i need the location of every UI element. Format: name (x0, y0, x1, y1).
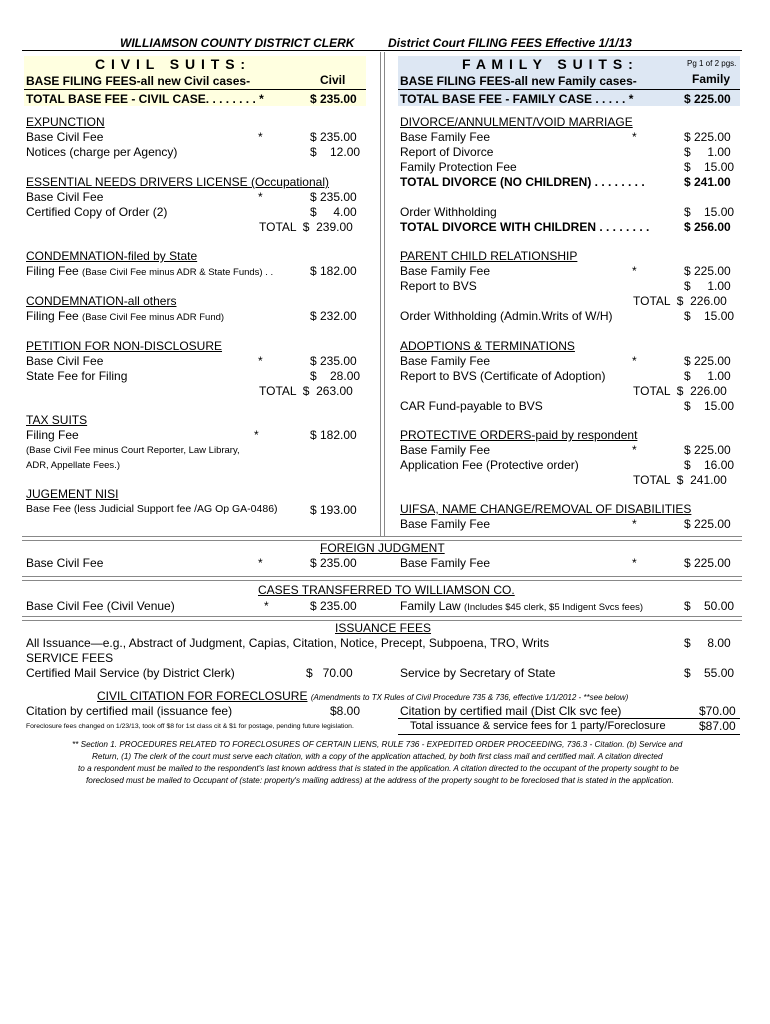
protective-orders-row-star: * (632, 443, 637, 457)
protective-orders-row-amt: $ 225.00 (684, 443, 731, 457)
expunction-row-amt: $ 12.00 (310, 145, 361, 159)
petition-row-amt: $ 235.00 (310, 354, 357, 368)
foreclosure-heading-row (97, 690, 628, 702)
petition-total: TOTAL $ 263.00 (259, 384, 353, 398)
certified-mail-label: Certified Mail Service (by District Clerk) (26, 666, 235, 680)
divorce-row-label: Family Protection Fee (400, 160, 517, 174)
condemnation-others-label (26, 310, 224, 323)
foreign-civil-amt: $ 235.00 (310, 556, 357, 570)
adoptions-row-label: Report to BVS (Certificate of Adoption) (400, 369, 606, 383)
foreclosure-issuance-label: Citation by certified mail (issuance fee) (26, 704, 233, 718)
expunction-row-amt: $ 235.00 (310, 130, 357, 144)
condemnation-others-heading: CONDEMNATION-all others (26, 294, 177, 308)
civil-rule (24, 89, 366, 90)
civil-base-label: BASE FILING FEES-all new Civil cases- (26, 74, 251, 88)
transferred-civil-star: * (264, 599, 269, 613)
divorce-row-amt: $ 225.00 (684, 130, 731, 144)
family-base-label: BASE FILING FEES-all new Family cases- (400, 74, 637, 88)
divorce-children-total-amt: $ 256.00 (684, 220, 731, 234)
foreclosure-total-label: Total issuance & service fees for 1 party/Foreclosure (410, 720, 666, 732)
section-divider (22, 576, 742, 581)
transferred-civil-amt: $ 235.00 (310, 599, 357, 613)
column-divider (380, 52, 385, 537)
tax-suits-star: * (254, 428, 259, 442)
petition-row-label: State Fee for Filing (26, 369, 128, 383)
foreign-civil-star: * (258, 556, 263, 570)
expunction-row-star: * (258, 130, 263, 144)
condemnation-others-fee: Filing Fee (26, 309, 79, 323)
transferred-heading: CASES TRANSFERRED TO WILLIAMSON CO. (258, 583, 515, 597)
foreclosure-rule (398, 734, 740, 735)
parent-child-row-label: Base Family Fee (400, 264, 491, 278)
header-title: District Court FILING FEES Effective 1/1/13 (388, 36, 632, 50)
footnote-line: ** Section 1. PROCEDURES RELATED TO FORECLOSURES OF CERTAIN LIENS, RULE 736 - EXPEDITED ORDER PROCEEDING, 736.3 - Citation. (b) Service and (72, 740, 683, 749)
tax-suits-note: (Base Civil Fee minus Court Reporter, Law Library, (26, 445, 240, 456)
expunction-heading: EXPUNCTION (26, 115, 105, 129)
foreclosure-heading-note: (Amendments to TX Rules of Civil Procedure 735 & 736, effective 1/1/2012 - **see below) (310, 693, 629, 702)
protective-orders-row-label: Application Fee (Protective order) (400, 458, 579, 472)
foreign-judgment-heading: FOREIGN JUDGMENT (320, 541, 445, 555)
foreclosure-service-amt: $70.00 (699, 704, 736, 718)
parent-child-row-amt: $ 1.00 (684, 279, 731, 293)
adoptions-row-label: Base Family Fee (400, 354, 491, 368)
header-county: WILLIAMSON COUNTY DISTRICT CLERK (120, 36, 355, 50)
adoptions-row-amt: $ 225.00 (684, 354, 731, 368)
foreign-family-amt: $ 225.00 (684, 556, 731, 570)
adoptions-heading: ADOPTIONS & TERMINATIONS (400, 339, 575, 353)
condemnation-state-heading: CONDEMNATION-filed by State (26, 249, 198, 263)
petition-row-star: * (258, 354, 263, 368)
civil-total-amt: $ 235.00 (310, 92, 357, 106)
foreclosure-total-amt: $87.00 (699, 719, 736, 733)
divorce-row-label: Report of Divorce (400, 145, 494, 159)
tax-suits-heading: TAX SUITS (26, 413, 88, 427)
parent-child-heading: PARENT CHILD RELATIONSHIP (400, 249, 578, 263)
transferred-family-text: Family Law (400, 599, 461, 613)
family-rule (398, 89, 740, 90)
essential-total: TOTAL $ 239.00 (259, 220, 353, 234)
parent-child-row-star: * (632, 264, 637, 278)
footnote-line: to a respondent must be mailed to the respondent's last known address that is stated in the application. A citation directed to the occupant of the property sought to be (78, 764, 679, 773)
divorce-row-amt: $ 15.00 (684, 205, 735, 219)
condemnation-state-note: (Base Civil Fee minus ADR & State Funds) . . (82, 267, 274, 278)
essential-row-amt: $ 4.00 (310, 205, 357, 219)
expunction-row-label: Notices (charge per Agency) (26, 145, 178, 159)
condemnation-state-fee: Filing Fee (26, 264, 79, 278)
petition-row-label: Base Civil Fee (26, 354, 104, 368)
parent-child-row-amt: $ 225.00 (684, 264, 731, 278)
condemnation-state-label (26, 265, 273, 278)
footnote-line: foreclosed must be mailed to Occupant of (state: property's mailing address) at the address of the property sought to be foreclosed that is stated in the application. (86, 776, 674, 785)
secretary-of-state-label: Service by Secretary of State (400, 666, 556, 680)
divorce-children-total-label: TOTAL DIVORCE WITH CHILDREN . . . . . . . . (400, 220, 650, 234)
uifsa-row-amt: $ 225.00 (684, 517, 731, 531)
divorce-total-amt: $ 241.00 (684, 175, 731, 189)
transferred-family-note: (Includes $45 clerk, $5 Indigent Svcs fees) (464, 602, 644, 613)
page-number: Pg 1 of 2 pgs. (687, 59, 737, 68)
family-title: F A M I L Y S U I T S : (462, 56, 634, 72)
family-col-label: Family (692, 72, 731, 86)
foreclosure-note: Foreclosure fees changed on 1/23/13, took off $8 for 1st class cit & $1 for postage, pending future legislation. (26, 723, 354, 730)
protective-orders-row-amt: $ 16.00 (684, 458, 735, 472)
civil-title: C I V I L S U I T S : (95, 56, 247, 72)
condemnation-others-note: (Base Civil Fee minus ADR Fund) (82, 312, 225, 323)
family-total-label: TOTAL BASE FEE - FAMILY CASE . . . . . * (400, 92, 634, 106)
protective-orders-row-label: Base Family Fee (400, 443, 491, 457)
issuance-line: All Issuance—e.g., Abstract of Judgment, Capias, Citation, Notice, Precept, Subpoena, TRO, Writs (26, 636, 550, 650)
protective-orders-total: TOTAL $ 241.00 (633, 473, 727, 487)
essential-row-label: Base Civil Fee (26, 190, 104, 204)
divorce-row-label: Order Withholding (400, 205, 497, 219)
essential-heading: ESSENTIAL NEEDS DRIVERS LICENSE (Occupational) (26, 175, 329, 189)
adoptions-row-amt: $ 15.00 (684, 399, 735, 413)
uifsa-row-star: * (632, 517, 637, 531)
petition-heading: PETITION FOR NON-DISCLOSURE (26, 339, 223, 353)
tax-suits-note: ADR, Appellate Fees.) (26, 460, 120, 471)
essential-row-label: Certified Copy of Order (2) (26, 205, 168, 219)
parent-child-row-label: Report to BVS (400, 279, 477, 293)
essential-row-amt: $ 235.00 (310, 190, 357, 204)
foreclosure-service-label: Citation by certified mail (Dist Clk svc fee) (400, 704, 622, 718)
parent-child-row-amt: $ 15.00 (684, 309, 735, 323)
foreign-family-label: Base Family Fee (400, 556, 491, 570)
transferred-civil-label: Base Civil Fee (Civil Venue) (26, 599, 175, 613)
divorce-row-amt: $ 15.00 (684, 160, 735, 174)
foreclosure-issuance-amt: $8.00 (330, 704, 361, 718)
condemnation-others-amt: $ 232.00 (310, 309, 357, 323)
expunction-row-label: Base Civil Fee (26, 130, 104, 144)
petition-row-amt: $ 28.00 (310, 369, 361, 383)
tax-suits-label: Filing Fee (26, 428, 79, 442)
footnote-line: Return, (1) The clerk of the court must serve each citation, with a copy of the application attached, by both first class mail and certified mail. A citation directed (92, 752, 663, 761)
jugement-nisi-amt: $ 193.00 (310, 503, 357, 517)
divorce-row-star: * (632, 130, 637, 144)
divorce-total-label: TOTAL DIVORCE (NO CHILDREN) . . . . . . . . (400, 175, 645, 189)
adoptions-total: TOTAL $ 226.00 (633, 384, 727, 398)
transferred-family-amt: $ 50.00 (684, 599, 735, 613)
essential-row-star: * (258, 190, 263, 204)
foreclosure-rule (398, 718, 740, 719)
issuance-line-amt: $ 8.00 (684, 636, 731, 650)
parent-child-total: TOTAL $ 226.00 (633, 294, 727, 308)
divorce-heading: DIVORCE/ANNULMENT/VOID MARRIAGE (400, 115, 633, 129)
civil-total-label: TOTAL BASE FEE - CIVIL CASE. . . . . . . . * (26, 92, 264, 106)
adoptions-row-label: CAR Fund-payable to BVS (400, 399, 543, 413)
service-fees-heading: SERVICE FEES (26, 651, 114, 665)
certified-mail-amt: $ 70.00 (306, 666, 353, 680)
family-total-amt: $ 225.00 (684, 92, 731, 106)
transferred-family-label (400, 600, 643, 613)
foreign-family-star: * (632, 556, 637, 570)
divorce-row-amt: $ 1.00 (684, 145, 731, 159)
uifsa-row-label: Base Family Fee (400, 517, 491, 531)
jugement-nisi-label: Base Fee (less Judicial Support fee /AG Op GA-0486) (26, 503, 278, 515)
civil-col-label: Civil (320, 73, 346, 87)
issuance-heading: ISSUANCE FEES (335, 621, 432, 635)
foreign-civil-label: Base Civil Fee (26, 556, 104, 570)
adoptions-row-amt: $ 1.00 (684, 369, 731, 383)
tax-suits-amt: $ 182.00 (310, 428, 357, 442)
foreclosure-heading: CIVIL CITATION FOR FORECLOSURE (97, 689, 308, 703)
protective-orders-heading: PROTECTIVE ORDERS-paid by respondent (400, 428, 638, 442)
uifsa-heading: UIFSA, NAME CHANGE/REMOVAL OF DISABILITIES (400, 502, 692, 516)
secretary-of-state-amt: $ 55.00 (684, 666, 735, 680)
jugement-nisi-heading: JUGEMENT NISI (26, 487, 119, 501)
divorce-row-label: Base Family Fee (400, 130, 491, 144)
parent-child-row-label: Order Withholding (Admin.Writs of W/H) (400, 309, 613, 323)
adoptions-row-star: * (632, 354, 637, 368)
header-rule (22, 50, 742, 51)
condemnation-state-amt: $ 182.00 (310, 264, 357, 278)
